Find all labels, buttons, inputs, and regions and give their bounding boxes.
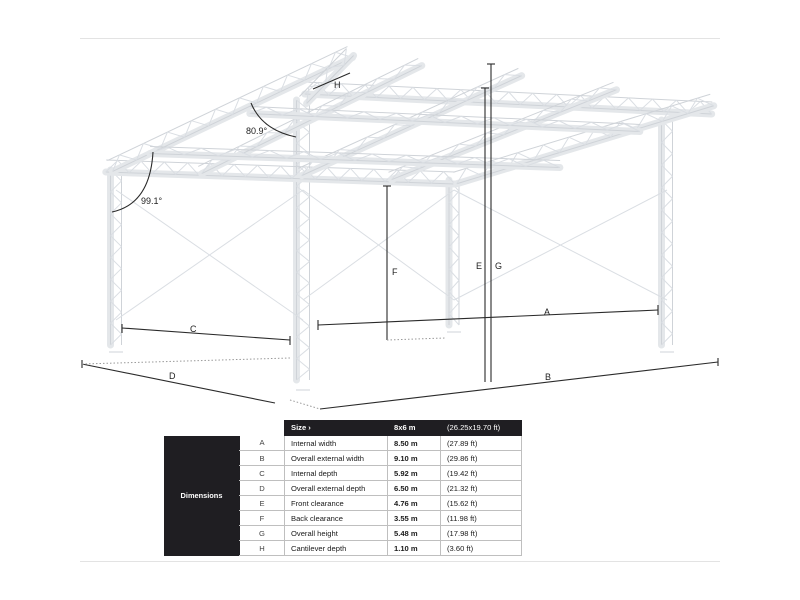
row-name: Internal depth <box>285 466 388 481</box>
row-imperial: (15.62 ft) <box>441 496 522 511</box>
row-imperial: (11.98 ft) <box>441 511 522 526</box>
row-imperial: (3.60 ft) <box>441 541 522 556</box>
row-imperial: (17.98 ft) <box>441 526 522 541</box>
row-letter: A <box>240 436 285 451</box>
row-imperial: (19.42 ft) <box>441 466 522 481</box>
row-metric: 8.50 m <box>388 436 441 451</box>
angle-label-front: 99.1° <box>141 196 163 206</box>
row-letter: D <box>240 481 285 496</box>
row-metric: 3.55 m <box>388 511 441 526</box>
row-imperial: (21.32 ft) <box>441 481 522 496</box>
row-letter: G <box>240 526 285 541</box>
dim-label-C: C <box>190 324 197 334</box>
table-header-row <box>164 420 522 436</box>
dimensions-group-label: Dimensions <box>164 436 240 556</box>
dimensions-table <box>164 420 522 556</box>
header-metric: 8x6 m <box>388 420 441 436</box>
row-name: Overall external depth <box>285 481 388 496</box>
row-metric: 5.92 m <box>388 466 441 481</box>
row-metric: 5.48 m <box>388 526 441 541</box>
row-metric: 9.10 m <box>388 451 441 466</box>
row-name: Cantilever depth <box>285 541 388 556</box>
dim-label-A: A <box>544 307 551 317</box>
angle-label-rear: 80.9° <box>246 126 268 136</box>
row-metric: 1.10 m <box>388 541 441 556</box>
header-imperial: (26.25x19.70 ft) <box>441 420 522 436</box>
row-name: Overall external width <box>285 451 388 466</box>
table-row <box>164 436 522 451</box>
header-size: Size › <box>285 420 388 436</box>
row-letter: H <box>240 541 285 556</box>
truss-structure <box>106 47 714 390</box>
dim-label-F: F <box>392 267 398 277</box>
row-imperial: (27.89 ft) <box>441 436 522 451</box>
row-name: Overall height <box>285 526 388 541</box>
row-letter: F <box>240 511 285 526</box>
row-name: Back clearance <box>285 511 388 526</box>
dim-label-G: G <box>495 261 503 271</box>
dim-label-H: H <box>334 80 341 90</box>
bottom-divider <box>80 561 720 562</box>
dim-label-B: B <box>545 372 552 382</box>
row-letter: B <box>240 451 285 466</box>
row-letter: E <box>240 496 285 511</box>
dim-label-D: D <box>169 371 176 381</box>
row-letter: C <box>240 466 285 481</box>
row-name: Front clearance <box>285 496 388 511</box>
dim-label-E: E <box>476 261 483 271</box>
row-metric: 4.76 m <box>388 496 441 511</box>
row-metric: 6.50 m <box>388 481 441 496</box>
dimension-lines <box>82 64 718 409</box>
row-name: Internal width <box>285 436 388 451</box>
row-imperial: (29.86 ft) <box>441 451 522 466</box>
